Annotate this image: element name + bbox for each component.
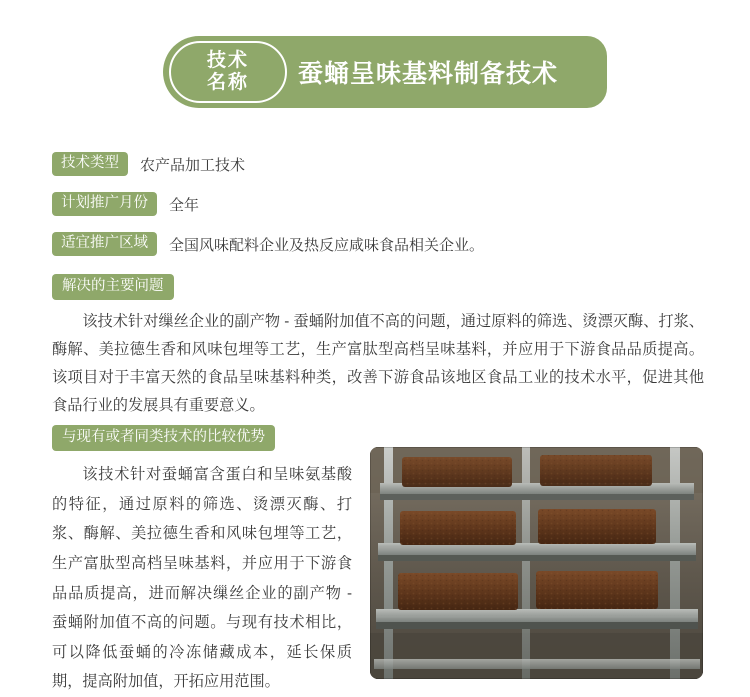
page-title: 蚕蛹呈味基料制备技术 xyxy=(298,60,559,88)
meta-row-promotion-region xyxy=(52,231,702,257)
section-tag: 与现有或者同类技术的比较优势 xyxy=(52,425,275,451)
meta-value: 农产品加工技术 xyxy=(140,156,246,174)
section-body-main-problem: 该技术针对缫丝企业的副产物 - 蚕蛹附加值不高的问题，通过原料的筛选、烫漂灭酶、打浆、酶解、美拉德生香和风味包埋等工艺，生产富肽型高档呈味基料，并应用于下游食品品质提高。该项目对于丰富天然的食品呈味基料种类，改善下游食品该地区食品工业的技术水平，促进其他食品行业的发展具有重要意义。 xyxy=(52,313,704,415)
section-header-main-problem xyxy=(52,274,174,300)
meta-row-technology-type xyxy=(52,151,702,177)
technology-photo xyxy=(370,447,703,679)
meta-value: 全国风味配料企业及热反应咸味食品相关企业。 xyxy=(169,236,485,254)
section-tag: 解决的主要问题 xyxy=(52,274,174,300)
meta-label: 适宜推广区域 xyxy=(52,232,157,256)
section-body-advantages: 该技术针对蚕蛹富含蛋白和呈味氨基酸的特征，通过原料的筛选、烫漂灭酶、打浆、酶解、美拉德生香和风味包埋等工艺，生产富肽型高档呈味基料，并应用于下游食品品质提高，进而解决缫丝企业的副产物 - 蚕蛹附加值不高的问题。与现有技术相比，可以降低蚕蛹的冷冻储藏成本，延长保质期，提高附加值，开拓应用范围。 xyxy=(52,466,352,691)
technology-name-badge xyxy=(169,41,287,103)
meta-label: 计划推广月份 xyxy=(52,192,157,216)
meta-value: 全年 xyxy=(169,196,200,214)
badge-line-2: 名称 xyxy=(206,72,249,93)
header-banner xyxy=(163,36,607,108)
badge-line-1: 技术 xyxy=(206,49,249,71)
meta-row-promotion-month xyxy=(52,191,702,217)
section-header-advantages xyxy=(52,425,275,451)
meta-list xyxy=(52,151,702,271)
meta-label: 技术类型 xyxy=(52,152,128,176)
